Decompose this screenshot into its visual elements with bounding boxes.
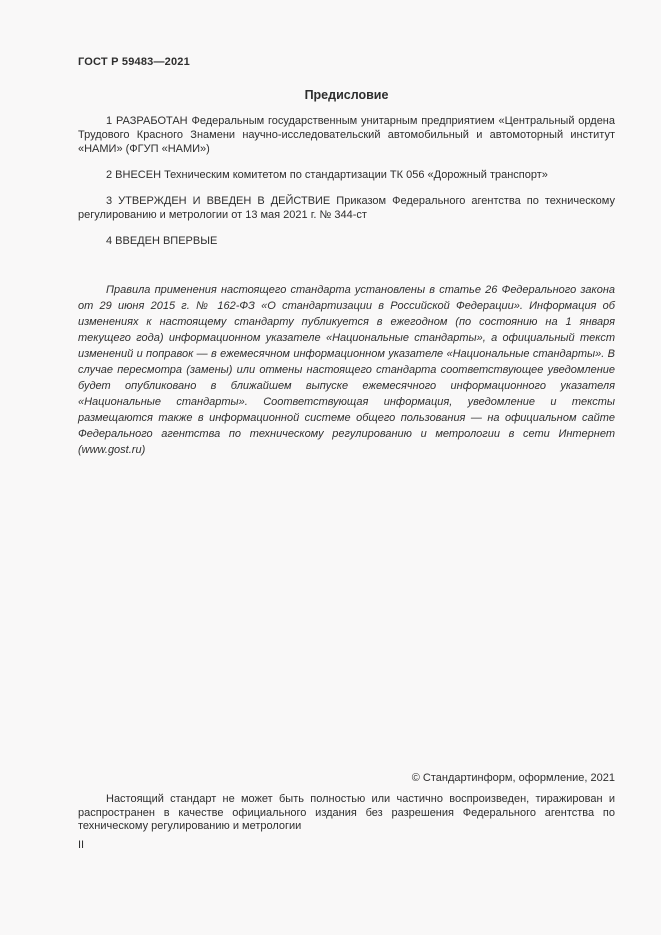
foreword-item-developed: 1 РАЗРАБОТАН Федеральным государственным унитарным предприятием «Центральный ордена Трудового Красного Знамени научно-исследовательский автомобильный и автомоторный институт «НАМИ» (ФГУП «НАМИ») <box>78 115 615 155</box>
page-content <box>78 56 615 458</box>
page-footer-block <box>78 772 615 851</box>
page-number: II <box>78 838 85 851</box>
legal-notice: Правила применения настоящего стандарта установлены в статье 26 Федерального закона от 29 июня 2015 г. № 162-ФЗ «О стандартизации в Российской Федерации». Информация об изменениях к настоящему стандарту публикуется в ежегодном (по состоянию на 1 января текущего года) информационном указателе «Национальные стандарты», а официальный текст изменений и поправок — в ежемесячном информационном указателе «Национальные стандарты». В случае пересмотра (замены) или отмены настоящего стандарта соответствующее уведомление будет опубликовано в ближайшем выпуске ежемесячного информационного указателя «Национальные стандарты». Соответствующая информация, уведомление и тексты размещаются также в информационной системе общего пользования — на официальном сайте Федерального агентства по техническому регулированию и метрологии в сети Интернет (www.gost.ru) <box>78 284 615 456</box>
standard-number-header: ГОСТ Р 59483—2021 <box>78 56 190 68</box>
foreword-item-submitted: 2 ВНЕСЕН Техническим комитетом по стандартизации ТК 056 «Дорожный транспорт» <box>106 169 548 181</box>
foreword-item-approved: 3 УТВЕРЖДЕН И ВВЕДЕН В ДЕЙСТВИЕ Приказом Федерального агентства по техническому регулированию и метрологии от 13 мая 2021 г. № 344-ст <box>78 195 615 221</box>
foreword-item-introduced: 4 ВВЕДЕН ВПЕРВЫЕ <box>106 235 218 247</box>
reproduction-notice: Настоящий стандарт не может быть полностью или частично воспроизведен, тиражирован и распространен в качестве официального издания без разрешения Федерального агентства по техническому регулированию и метрологии <box>78 793 615 832</box>
page-title: Предисловие <box>304 88 389 102</box>
copyright-notice: © Стандартинформ, оформление, 2021 <box>411 772 615 784</box>
